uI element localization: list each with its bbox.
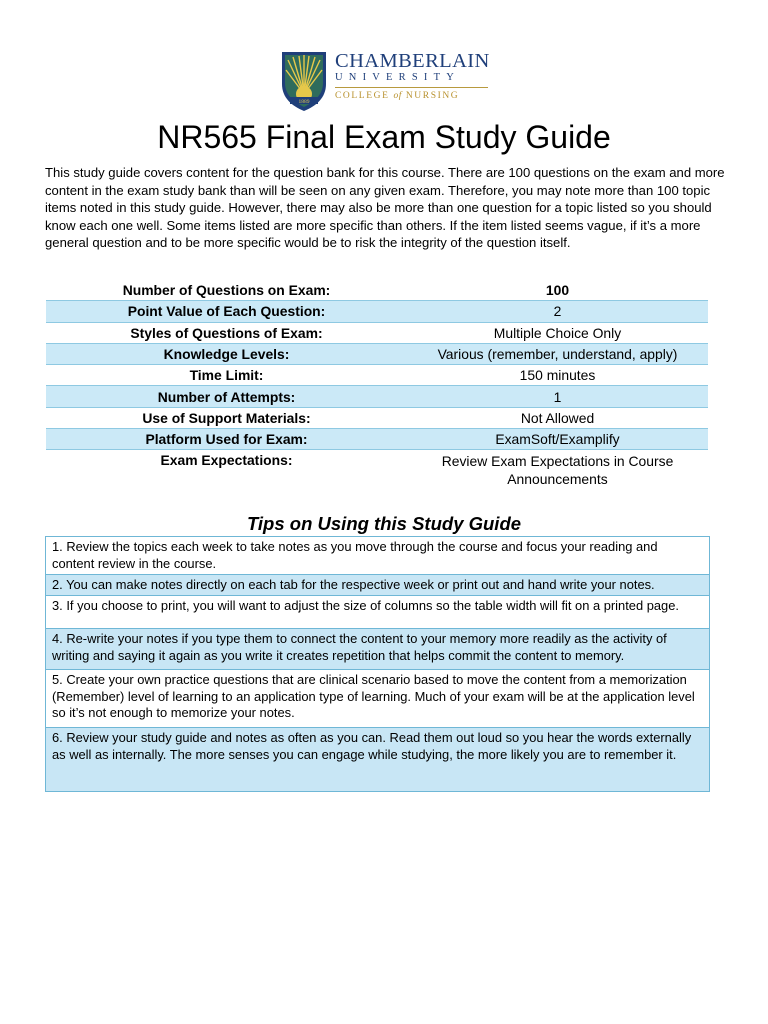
exam-info-table (46, 280, 708, 490)
exam-info-value: 1 (553, 388, 562, 405)
exam-info-label: Exam Expectations: (160, 452, 293, 469)
exam-info-value: Various (remember, understand, apply) (437, 346, 678, 363)
exam-info-value: Review Exam Expectations in Course Announcements (441, 453, 674, 488)
exam-info-label: Point Value of Each Question: (127, 303, 326, 320)
logo-divider (335, 87, 488, 88)
tips-table (45, 536, 710, 792)
logo-wordmark (335, 51, 490, 103)
intro-paragraph: This study guide covers content for the question bank for this course. There are 100 questions on the exam and more content in the exam study bank than will be seen on any given exam. Therefore, you may note more than 100 topic items noted in this study guide. However, there may also be more than one question for a topic listed so you should know each one well. Some items listed are more specific than others. If the item listed seems vague, if it’s a more general question and to be more specific would be to risk the integrity of the question itself. (45, 165, 725, 250)
exam-info-label: Time Limit: (189, 367, 264, 384)
university-logo (280, 50, 492, 112)
tip-item: 3. If you choose to print, you will want to adjust the size of columns so the table width will fit on a printed page. (46, 595, 709, 628)
exam-info-row (46, 365, 708, 386)
exam-info-row (46, 301, 708, 322)
exam-info-label: Styles of Questions of Exam: (130, 324, 323, 341)
exam-info-row (46, 429, 708, 450)
exam-info-value: Not Allowed (520, 409, 595, 426)
logo-college-suffix: NURSING (405, 91, 460, 101)
exam-info-value: ExamSoft/Examplify (495, 431, 620, 448)
exam-info-value: 100 (545, 282, 570, 299)
exam-info-label: Number of Attempts: (157, 388, 296, 405)
exam-info-row (46, 344, 708, 365)
shield-crest-icon (280, 50, 328, 112)
exam-info-row (46, 408, 708, 429)
exam-info-label: Number of Questions on Exam: (122, 282, 331, 299)
logo-college (335, 89, 490, 103)
page-title: NR565 Final Exam Study Guide (157, 119, 611, 155)
tip-item: 5. Create your own practice questions that are clinical scenario based to move the content from a memorization (Remember) level of learning to an application type of learning. Much of your exam will be at the application level so it’s not enough to memorize your notes. (46, 669, 709, 727)
logo-university: UNIVERSITY (335, 72, 460, 83)
tip-item: 1. Review the topics each week to take notes as you move through the course and focus your reading and content review in the course. (52, 539, 658, 571)
exam-info-label: Platform Used for Exam: (145, 431, 308, 448)
exam-info-value: Multiple Choice Only (493, 324, 622, 341)
svg-text:1889: 1889 (298, 99, 310, 105)
exam-info-label: Knowledge Levels: (163, 346, 290, 363)
tip-item: 6. Review your study guide and notes as often as you can. Read them out loud so you hear the words externally as well as internally. The more senses you can engage while studying, the more likely you are to remember it. (46, 727, 709, 791)
exam-info-row (46, 280, 708, 301)
tip-item: 2. You can make notes directly on each tab for the respective week or print out and hand write your notes. (46, 574, 709, 595)
tips-heading: Tips on Using this Study Guide (246, 513, 522, 534)
logo-name: CHAMBERLAIN (335, 50, 490, 72)
logo-college-prefix: COLLEGE (335, 91, 390, 101)
exam-info-row (46, 323, 708, 344)
logo-college-of: of (393, 91, 402, 101)
exam-info-label: Use of Support Materials: (142, 409, 311, 426)
exam-info-row (46, 386, 708, 407)
exam-info-row (46, 450, 708, 490)
exam-info-value: 2 (553, 303, 562, 320)
exam-info-value: 150 minutes (519, 367, 596, 384)
tip-item: 4. Re-write your notes if you type them to connect the content to your memory more readily as the activity of writing and saying it again as you write it creates repetition that helps commit the content to memory. (46, 628, 709, 669)
